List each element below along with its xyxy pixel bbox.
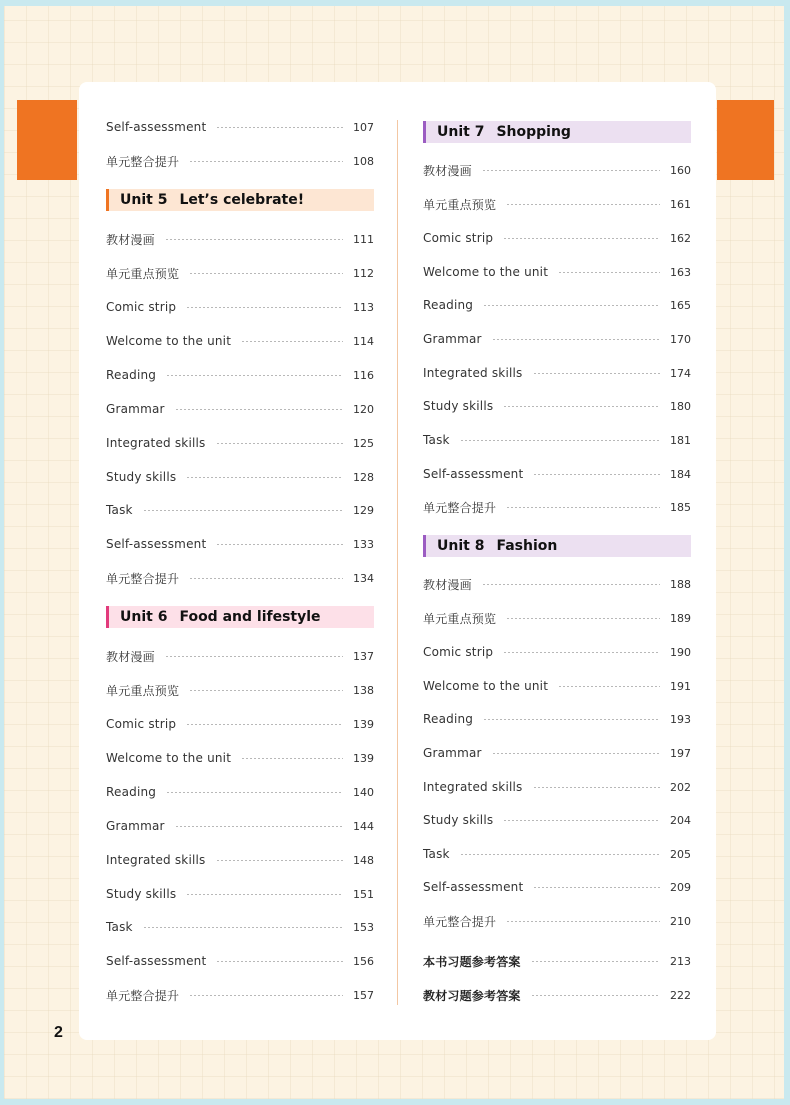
entry-label: Welcome to the unit [106,751,232,765]
heading-accent-bar [423,121,426,143]
toc-entry[interactable] [423,676,691,696]
entry-page: 148 [353,853,374,867]
entry-page: 222 [670,988,691,1002]
entry-page: 151 [353,887,374,901]
leader-dots [216,860,343,861]
unit-8-heading[interactable] [423,535,691,557]
toc-entry[interactable] [423,574,691,594]
leader-dots [482,170,660,171]
toc-entry[interactable] [423,464,691,484]
leader-dots [506,507,660,508]
entry-page: 108 [353,154,374,168]
entry-label: 单元重点预览 [106,683,180,698]
leader-dots [531,995,660,996]
heading-accent-bar [423,535,426,557]
entry-label: Self-assessment [106,954,207,968]
entry-label: 单元整合提升 [106,571,180,586]
toc-entry[interactable] [106,748,374,768]
entry-page: 160 [670,163,691,177]
entry-label: Integrated skills [423,366,523,380]
entry-page: 174 [670,366,691,380]
toc-entry[interactable] [423,160,691,180]
leader-dots [483,305,660,306]
entry-label: 单元重点预览 [423,611,497,626]
entry-label: Comic strip [106,300,177,314]
entry-label: Integrated skills [106,853,206,867]
entry-page: 185 [670,500,691,514]
toc-entry[interactable] [106,714,374,734]
leader-dots [503,820,660,821]
leader-dots [186,894,343,895]
leader-dots [558,272,660,273]
unit-number: Unit 8 [437,538,485,554]
leader-dots [175,409,343,410]
entry-page: 134 [353,571,374,585]
toc-entry[interactable] [106,782,374,802]
leader-dots [506,204,660,205]
entry-label: Study skills [423,813,494,827]
toc-entry[interactable] [423,228,691,248]
entry-page: 120 [353,402,374,416]
leader-dots [492,339,660,340]
leader-dots [483,719,660,720]
unit-title: Shopping [496,124,571,140]
toc-entry[interactable] [106,399,374,419]
entry-page: 180 [670,399,691,413]
entry-label: Self-assessment [106,120,207,134]
entry-label: Comic strip [106,717,177,731]
unit-number: Unit 7 [437,124,485,140]
toc-entry[interactable] [106,297,374,317]
entry-label: Self-assessment [423,880,524,894]
entry-label: Welcome to the unit [423,679,549,693]
leader-dots [533,887,660,888]
leader-dots [533,474,660,475]
entry-page: 125 [353,436,374,450]
leader-dots [558,686,660,687]
page-number: 2 [54,1024,63,1041]
leader-dots [165,656,343,657]
leader-dots [189,578,343,579]
leader-dots [503,406,660,407]
entry-label: 教材习题参考答案 [423,988,521,1003]
leader-dots [482,584,660,585]
entry-page: 193 [670,712,691,726]
toc-entry[interactable] [423,844,691,864]
entry-page: 138 [353,683,374,697]
entry-label: Integrated skills [423,780,523,794]
toc-entry[interactable] [423,709,691,729]
leader-dots [175,826,343,827]
leader-dots [506,921,660,922]
entry-page: 129 [353,503,374,517]
entry-label: 教材漫画 [106,232,155,247]
leader-dots [492,753,660,754]
entry-label: 教材漫画 [106,649,155,664]
entry-label: 单元整合提升 [423,914,497,929]
entry-page: 210 [670,914,691,928]
entry-page: 111 [353,232,374,246]
entry-page: 184 [670,467,691,481]
entry-label: Study skills [106,887,177,901]
entry-page: 191 [670,679,691,693]
toc-entry[interactable] [106,467,374,487]
entry-page: 209 [670,880,691,894]
entry-label: Grammar [106,819,165,833]
entry-label: Grammar [106,402,165,416]
toc-entry[interactable] [423,262,691,282]
leader-dots [460,854,660,855]
entry-label: Reading [423,712,474,726]
toc-entry[interactable] [423,911,691,931]
left-orange-tab [17,100,77,180]
leader-dots [189,161,343,162]
entry-page: 128 [353,470,374,484]
leader-dots [166,792,343,793]
column-divider [397,120,398,1005]
unit-number: Unit 5 [120,192,168,208]
entry-label: Comic strip [423,645,494,659]
unit-title: Let’s celebrate! [179,192,305,208]
toc-entry[interactable] [106,117,374,137]
leader-dots [241,758,343,759]
entry-page: 161 [670,197,691,211]
toc-entry[interactable] [423,777,691,797]
entry-page: 153 [353,920,374,934]
leader-dots [216,961,343,962]
leader-dots [506,618,660,619]
entry-page: 133 [353,537,374,551]
unit-number: Unit 6 [120,609,168,625]
entry-page: 213 [670,954,691,968]
entry-label: Task [106,920,133,934]
entry-label: Welcome to the unit [423,265,549,279]
leader-dots [186,307,343,308]
leader-dots [189,690,343,691]
entry-label: 单元整合提升 [106,154,180,169]
entry-page: 156 [353,954,374,968]
unit-title: Fashion [496,538,558,554]
toc-entry-answers[interactable] [423,951,691,971]
entry-label: 单元重点预览 [423,197,497,212]
toc-entry[interactable] [106,433,374,453]
toc-entry[interactable] [106,331,374,351]
entry-label: Comic strip [423,231,494,245]
unit-7-heading[interactable] [423,121,691,143]
toc-entry[interactable] [423,396,691,416]
leader-dots [460,440,660,441]
entry-label: Reading [106,785,157,799]
leader-dots [143,510,343,511]
entry-label: Task [106,503,133,517]
entry-page: 204 [670,813,691,827]
entry-label: Welcome to the unit [106,334,232,348]
leader-dots [533,373,660,374]
toc-entry[interactable] [106,680,374,700]
entry-label: 本书习题参考答案 [423,954,521,969]
unit-5-heading[interactable] [106,189,374,211]
entry-page: 163 [670,265,691,279]
leader-dots [241,341,343,342]
entry-page: 107 [353,120,374,134]
toc-entry[interactable] [106,263,374,283]
entry-page: 113 [353,300,374,314]
heading-accent-bar [106,606,109,628]
leader-dots [189,273,343,274]
entry-label: Self-assessment [423,467,524,481]
leader-dots [186,477,343,478]
entry-page: 165 [670,298,691,312]
toc-entry[interactable] [106,816,374,836]
entry-page: 202 [670,780,691,794]
entry-label: Task [423,433,450,447]
entry-label: 教材漫画 [423,163,472,178]
toc-entry[interactable] [106,850,374,870]
entry-page: 170 [670,332,691,346]
entry-label: 教材漫画 [423,577,472,592]
entry-page: 144 [353,819,374,833]
toc-entry[interactable] [106,985,374,1005]
entry-page: 139 [353,717,374,731]
entry-page: 181 [670,433,691,447]
toc-entry[interactable] [423,608,691,628]
toc-entry[interactable] [106,365,374,385]
toc-entry[interactable] [423,877,691,897]
entry-label: Reading [423,298,474,312]
toc-entry[interactable] [106,229,374,249]
toc-entry[interactable] [423,430,691,450]
entry-page: 112 [353,266,374,280]
entry-page: 188 [670,577,691,591]
leader-dots [503,238,660,239]
leader-dots [531,961,660,962]
toc-entry[interactable] [106,646,374,666]
heading-accent-bar [106,189,109,211]
toc-entry[interactable] [423,363,691,383]
entry-page: 189 [670,611,691,625]
entry-page: 205 [670,847,691,861]
entry-page: 140 [353,785,374,799]
entry-label: Task [423,847,450,861]
leader-dots [143,927,343,928]
leader-dots [189,995,343,996]
leader-dots [503,652,660,653]
leader-dots [186,724,343,725]
entry-page: 116 [353,368,374,382]
entry-label: 单元整合提升 [423,500,497,515]
entry-page: 162 [670,231,691,245]
entry-page: 114 [353,334,374,348]
toc-entry[interactable] [106,884,374,904]
leader-dots [533,787,660,788]
entry-label: 单元重点预览 [106,266,180,281]
entry-page: 157 [353,988,374,1002]
toc-entry-answers[interactable] [423,985,691,1005]
toc-entry[interactable] [106,951,374,971]
entry-page: 190 [670,645,691,659]
leader-dots [216,544,343,545]
toc-entry[interactable] [423,194,691,214]
toc-entry[interactable] [423,810,691,830]
toc-entry[interactable] [106,500,374,520]
toc-entry[interactable] [423,329,691,349]
entry-label: 单元整合提升 [106,988,180,1003]
leader-dots [216,127,343,128]
entry-label: Self-assessment [106,537,207,551]
toc-entry[interactable] [423,497,691,517]
right-orange-tab [717,100,774,180]
leader-dots [165,239,343,240]
leader-dots [216,443,343,444]
entry-label: Grammar [423,332,482,346]
toc-entry[interactable] [106,917,374,937]
unit-6-heading[interactable] [106,606,374,628]
toc-entry[interactable] [106,534,374,554]
toc-entry[interactable] [106,151,374,171]
toc-entry[interactable] [106,568,374,588]
entry-label: Reading [106,368,157,382]
toc-entry[interactable] [423,295,691,315]
entry-label: Study skills [423,399,494,413]
entry-page: 197 [670,746,691,760]
entry-label: Grammar [423,746,482,760]
toc-entry[interactable] [423,642,691,662]
entry-page: 139 [353,751,374,765]
unit-title: Food and lifestyle [179,609,321,625]
leader-dots [166,375,343,376]
entry-label: Integrated skills [106,436,206,450]
entry-label: Study skills [106,470,177,484]
entry-page: 137 [353,649,374,663]
toc-entry[interactable] [423,743,691,763]
